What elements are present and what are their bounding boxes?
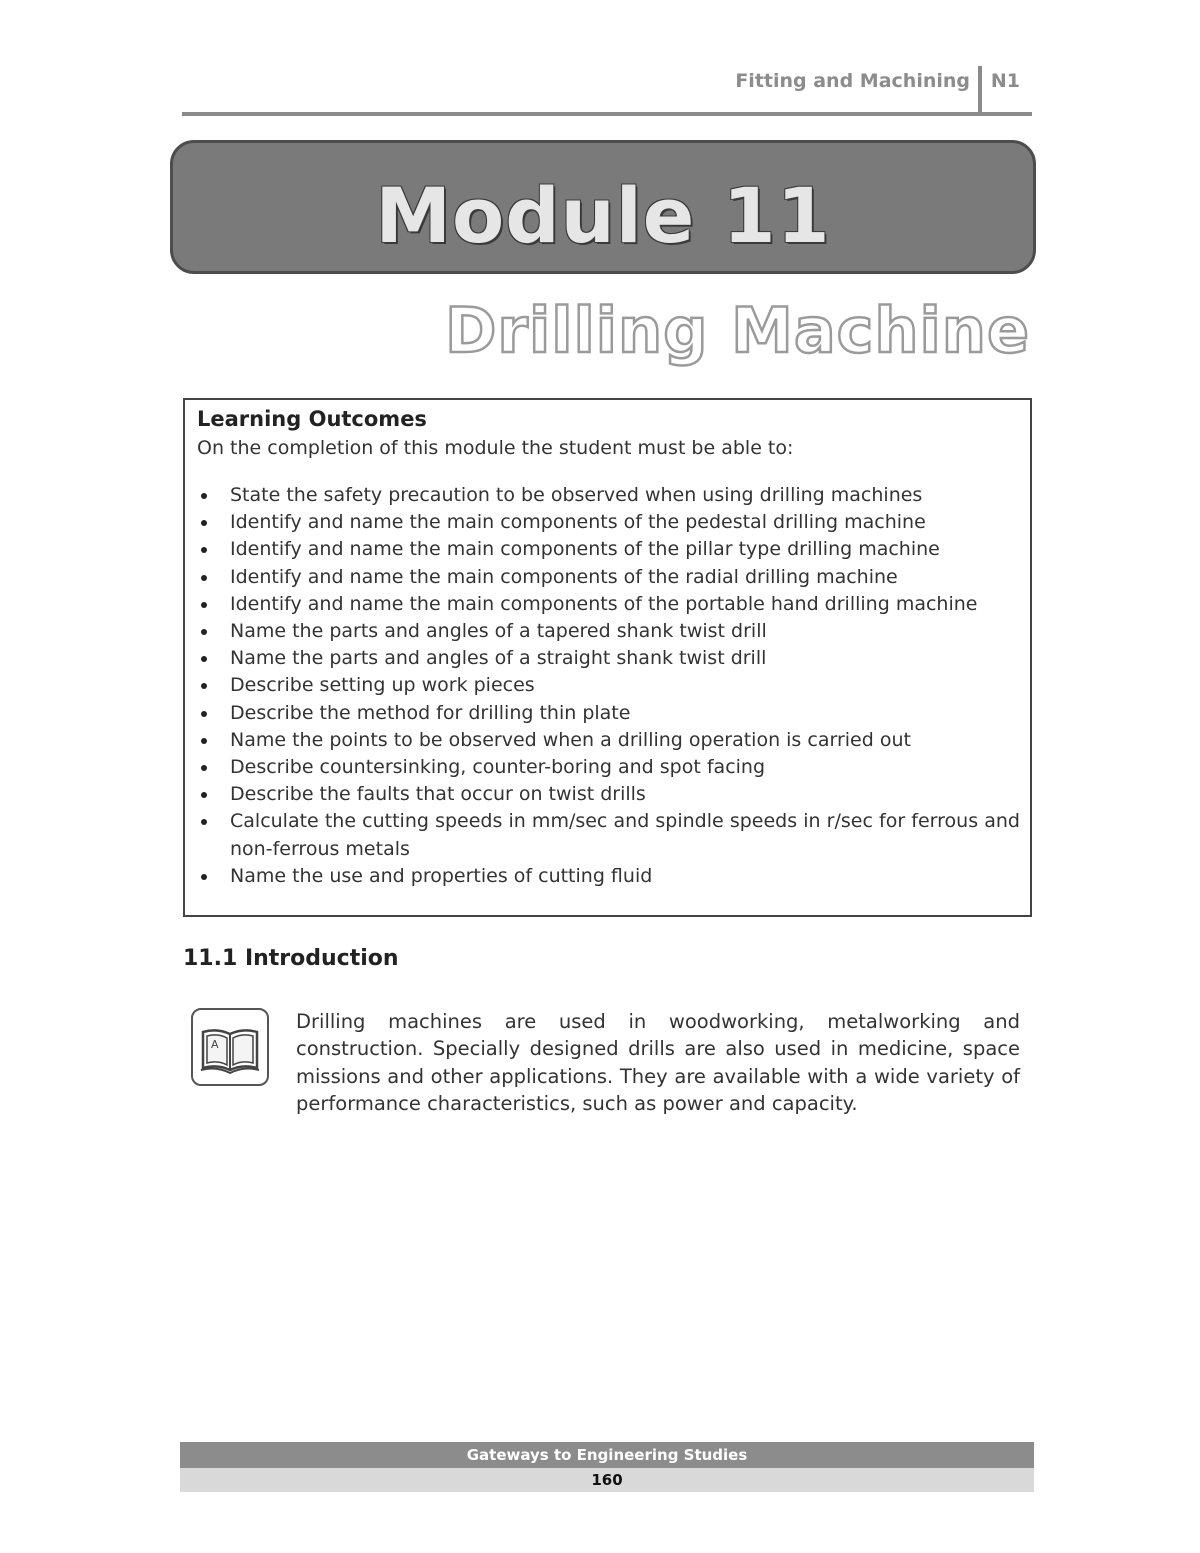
page-header [182, 62, 1032, 116]
page-footer [180, 1442, 1034, 1492]
list-item: Describe countersinking, counter-boring and spot facing [197, 754, 1020, 781]
learning-outcomes-intro: On the completion of this module the student must be able to: [197, 437, 794, 459]
header-subject: Fitting and Machining [735, 70, 970, 92]
book-icon [191, 1008, 269, 1086]
list-item: Name the parts and angles of a tapered shank twist drill [197, 618, 1020, 645]
module-subtitle: Drilling Machine [444, 294, 1030, 367]
book-icon-graphic [193, 1010, 267, 1084]
learning-outcomes-heading: Learning Outcomes [197, 407, 427, 431]
list-item: Name the points to be observed when a drilling operation is carried out [197, 727, 1020, 754]
list-item: Identify and name the main components of the pillar type drilling machine [197, 536, 1020, 563]
introduction-paragraph: Drilling machines are used in woodworking, metalworking and construction. Specially designed drills are also used in medicine, space missions and other applications. They are available with a wide variety of performance characteristics, such as power and capacity. [296, 1010, 1020, 1115]
learning-outcomes-list [197, 482, 1020, 890]
list-item: Describe the faults that occur on twist drills [197, 781, 1020, 808]
footer-title: Gateways to Engineering Studies [180, 1442, 1034, 1468]
list-item: Name the use and properties of cutting fluid [197, 863, 1020, 890]
list-item: Identify and name the main components of the portable hand drilling machine [197, 591, 1020, 618]
page-number: 160 [180, 1468, 1034, 1492]
list-item: Calculate the cutting speeds in mm/sec and spindle speeds in r/sec for ferrous and non-ferrous metals [197, 808, 1020, 862]
header-level: N1 [990, 70, 1020, 92]
module-banner [170, 140, 1036, 274]
list-item: Identify and name the main components of the pedestal drilling machine [197, 509, 1020, 536]
book-icon-letter: A [211, 1038, 219, 1051]
header-divider [978, 66, 982, 112]
list-item: Describe the method for drilling thin plate [197, 700, 1020, 727]
list-item: Describe setting up work pieces [197, 672, 1020, 699]
module-title: Module 11 [375, 171, 831, 260]
section-heading: 11.1 Introduction [183, 946, 399, 971]
learning-outcomes-box [183, 398, 1032, 917]
list-item: Name the parts and angles of a straight shank twist drill [197, 645, 1020, 672]
list-item: State the safety precaution to be observed when using drilling machines [197, 482, 1020, 509]
list-item: Identify and name the main components of the radial drilling machine [197, 564, 1020, 591]
